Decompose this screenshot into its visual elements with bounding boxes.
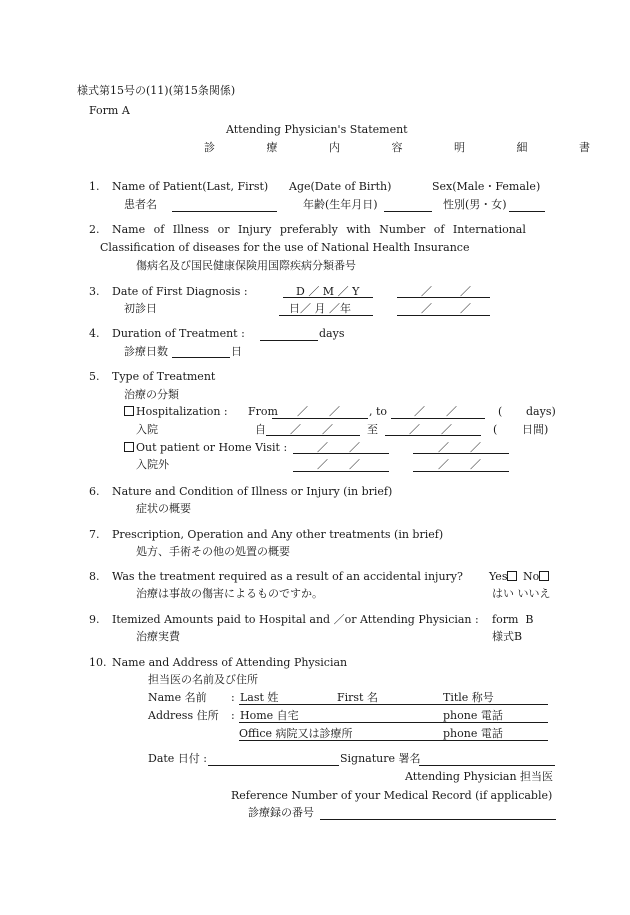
duration-label-en: Duration of Treatment : xyxy=(112,327,245,340)
from-label-ja: 自 xyxy=(255,423,266,436)
reference-number-field[interactable] xyxy=(320,819,556,820)
dob-label-en: Age(Date of Birth) xyxy=(289,180,392,193)
first-diagnosis-field-1[interactable] xyxy=(283,297,373,298)
address-label: Address 住所 xyxy=(148,709,219,722)
nature-label-ja: 症状の概要 xyxy=(136,502,191,515)
name-colon: : xyxy=(231,691,235,704)
prescription-label-ja: 処方、手術その他の処置の概要 xyxy=(136,545,290,558)
accident-question-ja: 治療は事故の傷害によるものですか。 xyxy=(136,587,323,600)
no-label: No xyxy=(522,570,540,583)
outpatient-to-slashes: ／ ／ xyxy=(438,441,481,454)
section-3-number: 3. xyxy=(89,285,100,298)
patient-name-field[interactable] xyxy=(172,211,277,212)
hospitalization-label: Hospitalization : xyxy=(136,405,228,418)
office-address-field[interactable] xyxy=(239,740,548,741)
prescription-label-en: Prescription, Operation and Any other treatments (in brief) xyxy=(112,528,444,541)
from-date-slashes-ja: ／ ／ xyxy=(290,423,333,436)
physician-name-field[interactable] xyxy=(239,704,548,705)
from-date-slashes: ／ ／ xyxy=(297,405,340,418)
itemized-amounts-label-ja: 治療実費 xyxy=(136,630,180,643)
home-label: Home 自宅 xyxy=(240,709,299,722)
hospitalization-option[interactable] xyxy=(124,405,228,419)
hospitalization-checkbox[interactable] xyxy=(124,406,134,416)
hospitalization-to-field[interactable] xyxy=(391,418,485,419)
illness-label-line1: Name of Illness or Injury preferably with Number of International xyxy=(112,223,526,236)
itemized-amounts-label-en: Itemized Amounts paid to Hospital and ／or Attending Physician : xyxy=(112,613,479,626)
accident-answers[interactable] xyxy=(489,570,551,584)
days-close-label: days) xyxy=(526,405,556,418)
outpatient-from-field-ja[interactable] xyxy=(293,471,389,472)
dmy-format: D ／ M ／ Y xyxy=(296,285,360,298)
outpatient-from-slashes-ja: ／ ／ xyxy=(317,458,360,471)
outpatient-to-field-ja[interactable] xyxy=(413,471,509,472)
illness-label-line2: Classification of diseases for the use of National Health Insurance xyxy=(100,241,470,254)
outpatient-label: Out patient or Home Visit : xyxy=(136,441,288,454)
form-reference: 様式第15号の(11)(第15条関係) xyxy=(77,84,236,97)
day-label-ja: 日 xyxy=(231,345,242,358)
last-name-label: Last 姓 xyxy=(240,691,279,704)
days-close-label-ja: 日間) xyxy=(522,423,549,436)
title-ja: 診 療 内 容 明 細 書 xyxy=(204,141,614,154)
to-date-slashes-ja: ／ ／ xyxy=(409,423,452,436)
patient-name-label-en: Name of Patient(Last, First) xyxy=(112,180,269,193)
date-label: Date 日付 : xyxy=(148,752,208,765)
first-diagnosis-label-en: Date of First Diagnosis : xyxy=(112,285,248,298)
section-6-number: 6. xyxy=(89,485,100,498)
from-label: From xyxy=(248,405,278,418)
first-diagnosis-field-3[interactable] xyxy=(279,315,373,316)
duration-label-ja: 診療日数 xyxy=(124,345,168,358)
first-name-label: First 名 xyxy=(337,691,378,704)
name-label: Name 名前 xyxy=(148,691,207,704)
physician-label-en: Name and Address of Attending Physician xyxy=(112,656,348,669)
office-label: Office 病院又は診療所 xyxy=(239,727,353,740)
title-en: Attending Physician's Statement xyxy=(226,123,408,136)
date-separator-1: ／ ／ xyxy=(421,285,471,298)
days-label: days xyxy=(319,327,345,340)
yes-label: Yes xyxy=(489,570,508,583)
outpatient-checkbox[interactable] xyxy=(124,442,134,452)
first-diagnosis-field-2[interactable] xyxy=(397,297,490,298)
reference-label-ja: 診療録の番号 xyxy=(248,806,314,819)
section-7-number: 7. xyxy=(89,528,100,541)
to-label-ja: 至 xyxy=(367,423,378,436)
section-9-number: 9. xyxy=(89,613,100,626)
attending-physician-caption: Attending Physician 担当医 xyxy=(405,770,554,783)
section-4-number: 4. xyxy=(89,327,100,340)
to-label: , to xyxy=(369,405,388,418)
hospitalization-from-field[interactable] xyxy=(272,418,368,419)
signature-label: Signature 署名 xyxy=(340,752,421,765)
home-address-field[interactable] xyxy=(239,722,548,723)
nature-label-en: Nature and Condition of Illness or Injury (in brief) xyxy=(112,485,393,498)
reference-label-en: Reference Number of your Medical Record (if applicable) xyxy=(231,789,553,802)
section-5-number: 5. xyxy=(89,370,100,383)
sex-label-ja: 性別(男・女) xyxy=(443,198,507,211)
type-of-treatment-label-ja: 治療の分類 xyxy=(124,388,179,401)
days-paren-open: ( xyxy=(498,405,503,418)
no-checkbox[interactable] xyxy=(539,571,549,581)
date-field[interactable] xyxy=(208,765,339,766)
first-diagnosis-label-ja: 初診日 xyxy=(124,302,157,315)
office-phone-label: phone 電話 xyxy=(443,727,503,740)
title-label: Title 称号 xyxy=(443,691,494,704)
home-phone-label: phone 電話 xyxy=(443,709,503,722)
outpatient-to-field[interactable] xyxy=(413,453,509,454)
hospitalization-to-field-ja[interactable] xyxy=(385,435,481,436)
patient-name-label-ja: 患者名 xyxy=(124,198,157,211)
yes-no-ja: はい いいえ xyxy=(492,587,551,600)
form-b-label-ja: 様式B xyxy=(492,630,523,643)
outpatient-label-ja: 入院外 xyxy=(136,458,169,471)
duration-days-field-ja[interactable] xyxy=(172,357,230,358)
age-field[interactable] xyxy=(384,211,432,212)
accident-question-en: Was the treatment required as a result of an accidental injury? xyxy=(112,570,463,583)
age-label-ja: 年齢(生年月日) xyxy=(303,198,378,211)
outpatient-to-slashes-ja: ／ ／ xyxy=(438,458,481,471)
signature-field[interactable] xyxy=(419,765,555,766)
days-paren-open-ja: ( xyxy=(493,423,498,436)
section-1-number: 1. xyxy=(89,180,100,193)
first-diagnosis-field-4[interactable] xyxy=(397,315,490,316)
hospitalization-label-ja: 入院 xyxy=(136,423,158,436)
yes-checkbox[interactable] xyxy=(507,571,517,581)
to-date-slashes: ／ ／ xyxy=(414,405,457,418)
type-of-treatment-label-en: Type of Treatment xyxy=(112,370,216,383)
section-2-number: 2. xyxy=(89,223,100,236)
illness-label-ja: 傷病名及び国民健康保険用国際疾病分類番号 xyxy=(136,259,356,272)
outpatient-from-slashes: ／ ／ xyxy=(317,441,360,454)
date-separator-2: ／ ／ xyxy=(421,302,471,315)
address-colon: : xyxy=(231,709,235,722)
section-8-number: 8. xyxy=(89,570,100,583)
duration-days-field[interactable] xyxy=(260,340,318,341)
section-10-number: 10. xyxy=(89,656,107,669)
hospitalization-from-field-ja[interactable] xyxy=(266,435,360,436)
ymd-format-ja: 日／ 月 ／年 xyxy=(289,302,351,315)
sex-field[interactable] xyxy=(509,211,545,212)
sex-label-en: Sex(Male・Female) xyxy=(432,180,541,193)
form-b-label: form B xyxy=(492,613,534,626)
form-name: Form A xyxy=(89,104,130,117)
outpatient-from-field[interactable] xyxy=(293,453,389,454)
physician-label-ja: 担当医の名前及び住所 xyxy=(148,673,258,686)
outpatient-option[interactable] xyxy=(124,441,287,455)
